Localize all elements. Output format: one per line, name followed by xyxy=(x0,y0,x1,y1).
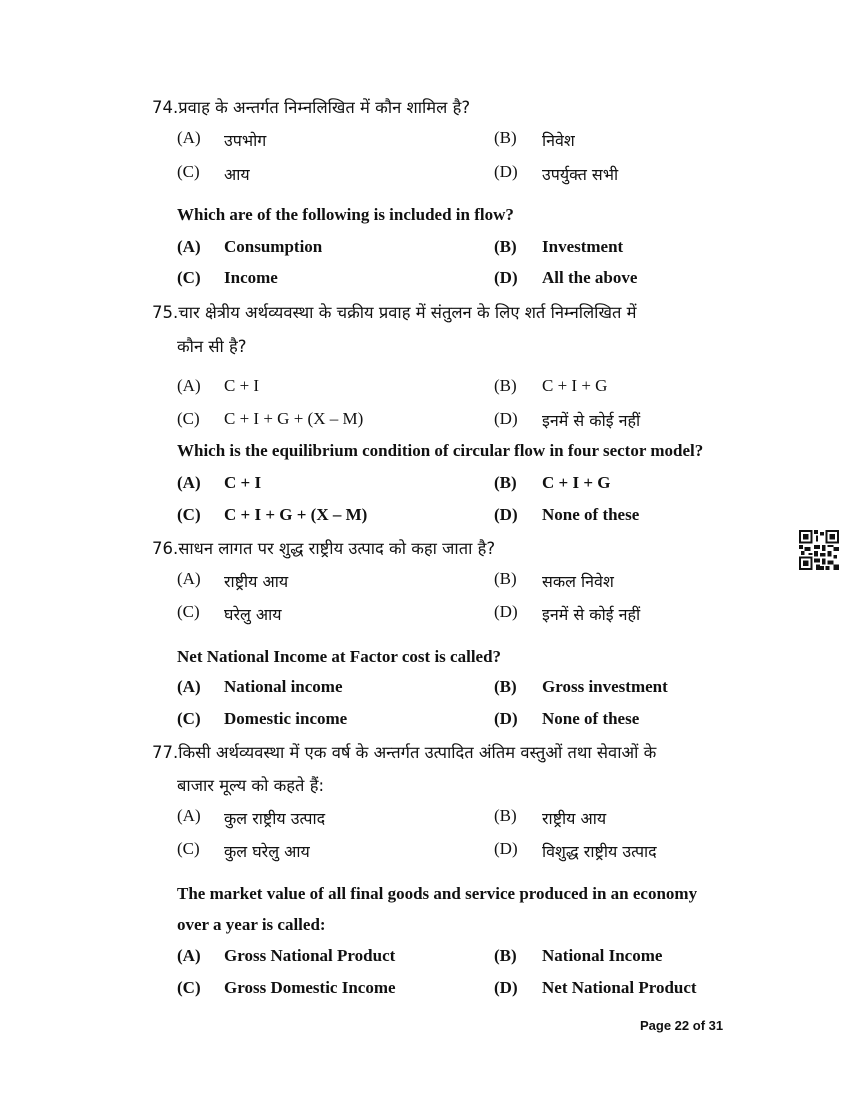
q77-hindi-option-c: कुल घरेलु आय xyxy=(224,842,310,861)
q77-hindi-label-c: (C) xyxy=(177,839,200,858)
q74-hindi-label-b: (B) xyxy=(494,128,517,147)
q76-english-label-d: (D) xyxy=(494,709,518,728)
q77-english-option-b: National Income xyxy=(542,946,663,965)
q75-hindi-label-a: (A) xyxy=(177,376,201,395)
q77-english-label-d: (D) xyxy=(494,978,518,997)
q75-english-option-d: None of these xyxy=(542,505,640,524)
q74-hindi-question: 74.प्रवाह के अन्तर्गत निम्नलिखित में कौन शामिल है? xyxy=(152,98,471,117)
q77-english-label-a: (A) xyxy=(177,946,201,965)
q77-hindi-option-d: विशुद्ध राष्ट्रीय उत्पाद xyxy=(542,842,657,861)
q75-hindi-option-d: इनमें से कोई नहीं xyxy=(542,411,641,430)
q76-hindi-option-b: सकल निवेश xyxy=(542,572,614,591)
q77-hindi-question-line2: बाजार मूल्य को कहते हैं: xyxy=(177,776,325,795)
q76-english-option-b: Gross investment xyxy=(542,677,668,696)
q74-hindi-option-c: आय xyxy=(224,165,250,184)
q77-english-label-b: (B) xyxy=(494,946,517,965)
q77-hindi-question-line1: 77.किसी अर्थव्यवस्था में एक वर्ष के अन्तर्गत उत्पादित अंतिम वस्तुओं तथा सेवाओं के xyxy=(152,743,657,762)
q76-english-option-a: National income xyxy=(224,677,343,696)
q75-hindi-option-a: C + I xyxy=(224,376,260,395)
q77-english-option-d: Net National Product xyxy=(542,978,697,997)
q76-english-label-c: (C) xyxy=(177,709,201,728)
q76-hindi-question: 76.साधन लागत पर शुद्ध राष्ट्रीय उत्पाद को कहा जाता है? xyxy=(152,539,496,558)
q75-english-label-d: (D) xyxy=(494,505,518,524)
q75-hindi-question-line2: कौन सी है? xyxy=(177,337,247,356)
q75-english-label-c: (C) xyxy=(177,505,201,524)
q74-english-option-b: Investment xyxy=(542,237,624,256)
q74-english-option-c: Income xyxy=(224,268,278,287)
q77-english-option-c: Gross Domestic Income xyxy=(224,978,396,997)
q74-english-label-b: (B) xyxy=(494,237,517,256)
q74-hindi-option-d: उपर्युक्त सभी xyxy=(542,165,619,184)
q75-english-label-a: (A) xyxy=(177,473,201,492)
q75-hindi-question-line1: 75.चार क्षेत्रीय अर्थव्यवस्था के चक्रीय प्रवाह में संतुलन के लिए शर्त निम्नलिखित में xyxy=(152,303,637,322)
q77-hindi-option-b: राष्ट्रीय आय xyxy=(542,809,607,828)
q74-english-option-a: Consumption xyxy=(224,237,323,256)
q74-english-label-c: (C) xyxy=(177,268,201,287)
q77-hindi-label-b: (B) xyxy=(494,806,517,825)
q75-hindi-option-b: C + I + G xyxy=(542,376,608,395)
q74-hindi-label-d: (D) xyxy=(494,162,518,181)
q75-hindi-label-c: (C) xyxy=(177,409,200,428)
q75-english-option-b: C + I + G xyxy=(542,473,611,492)
q74-english-question: Which are of the following is included in flow? xyxy=(177,205,514,224)
q77-english-label-c: (C) xyxy=(177,978,201,997)
q77-english-question-line1: The market value of all final goods and service produced in an economy xyxy=(177,884,698,903)
q74-hindi-label-c: (C) xyxy=(177,162,200,181)
q74-hindi-option-b: निवेश xyxy=(542,131,575,150)
qr-code-icon xyxy=(799,530,839,570)
q76-hindi-option-c: घरेलु आय xyxy=(224,605,282,624)
q75-english-option-a: C + I xyxy=(224,473,262,492)
q74-hindi-label-a: (A) xyxy=(177,128,201,147)
q76-english-option-d: None of these xyxy=(542,709,640,728)
q76-hindi-label-b: (B) xyxy=(494,569,517,588)
q75-hindi-option-c: C + I + G + (X – M) xyxy=(224,409,364,428)
q76-english-label-a: (A) xyxy=(177,677,201,696)
q76-hindi-option-d: इनमें से कोई नहीं xyxy=(542,605,641,624)
q77-english-option-a: Gross National Product xyxy=(224,946,396,965)
q77-hindi-label-d: (D) xyxy=(494,839,518,858)
q76-hindi-option-a: राष्ट्रीय आय xyxy=(224,572,289,591)
q75-english-question: Which is the equilibrium condition of circular flow in four sector model? xyxy=(177,441,704,460)
q76-english-label-b: (B) xyxy=(494,677,517,696)
q74-english-option-d: All the above xyxy=(542,268,638,287)
q75-english-label-b: (B) xyxy=(494,473,517,492)
q76-hindi-label-a: (A) xyxy=(177,569,201,588)
q75-hindi-label-d: (D) xyxy=(494,409,518,428)
q75-english-option-c: C + I + G + (X – M) xyxy=(224,505,368,524)
q76-english-question: Net National Income at Factor cost is called? xyxy=(177,647,502,666)
q74-english-label-d: (D) xyxy=(494,268,518,287)
q77-hindi-label-a: (A) xyxy=(177,806,201,825)
q76-hindi-label-c: (C) xyxy=(177,602,200,621)
q76-english-option-c: Domestic income xyxy=(224,709,348,728)
q75-hindi-label-b: (B) xyxy=(494,376,517,395)
page-number-footer: Page 22 of 31 xyxy=(640,1018,724,1033)
q77-hindi-option-a: कुल राष्ट्रीय उत्पाद xyxy=(224,809,326,828)
q77-english-question-line2: over a year is called: xyxy=(177,915,326,934)
q74-hindi-option-a: उपभोग xyxy=(224,131,267,150)
q74-english-label-a: (A) xyxy=(177,237,201,256)
q76-hindi-label-d: (D) xyxy=(494,602,518,621)
